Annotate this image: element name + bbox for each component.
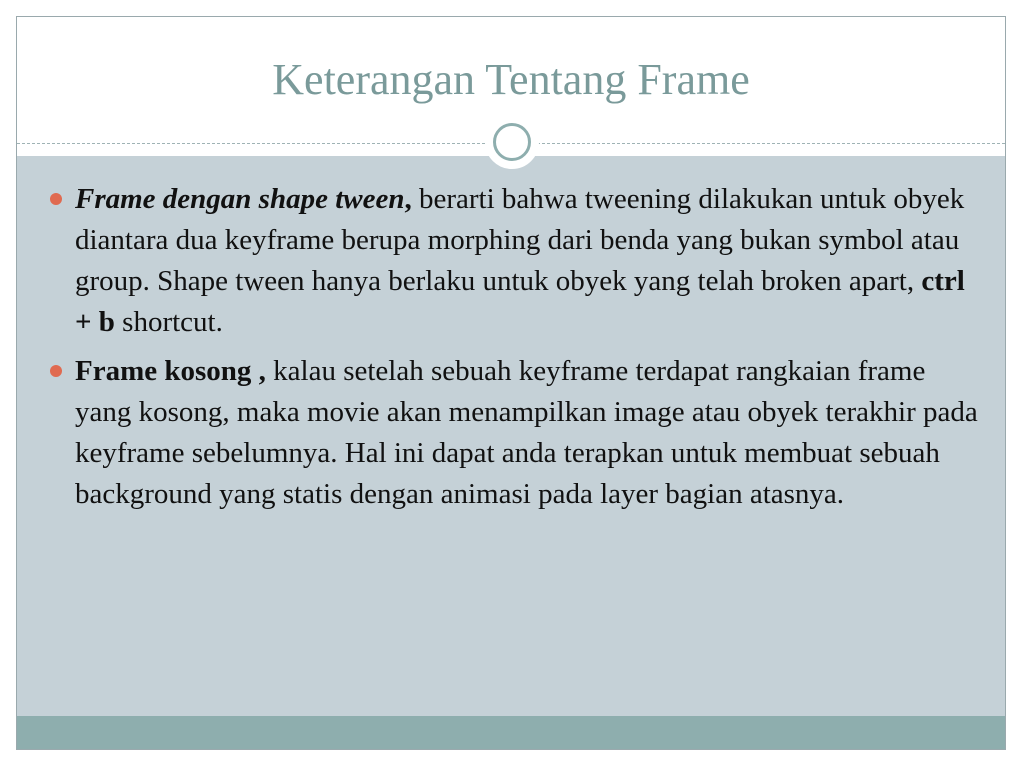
bullet-dot-icon xyxy=(50,193,62,205)
bullet-shortcut: ctrl + b xyxy=(75,265,965,338)
slide xyxy=(16,16,1006,750)
bullet-text: berarti bahwa tweening dilakukan untuk obyek diantara dua keyframe berupa morphing dari benda yang bukan symbol atau group. Shape tween hanya berlaku untuk obyek yang telah broken apart, xyxy=(75,183,965,297)
bullet-item-frame-kosong xyxy=(47,351,987,515)
bullet-lead: Frame dengan shape tween xyxy=(75,183,405,215)
bullet-lead: Frame kosong , xyxy=(75,355,266,387)
circle-ring xyxy=(493,123,531,161)
bullet-text: kalau setelah sebuah keyframe terdapat rangkaian frame yang kosong, maka movie akan menampilkan image atau obyek terakhir pada keyframe sebelumnya. Hal ini dapat anda terapkan untuk membuat sebuah background yang statis dengan animasi pada layer bagian atasnya. xyxy=(75,355,978,510)
bullet-dot-icon xyxy=(50,365,62,377)
slide-title: Keterangan Tentang Frame xyxy=(272,55,750,104)
bullet-list xyxy=(47,179,987,523)
bullet-lead-suffix: , xyxy=(404,183,412,215)
bullet-item-shape-tween xyxy=(47,179,987,343)
footer-band xyxy=(17,716,1005,750)
circle-ornament-icon xyxy=(485,115,539,169)
bullet-text-end: shortcut. xyxy=(114,306,223,338)
